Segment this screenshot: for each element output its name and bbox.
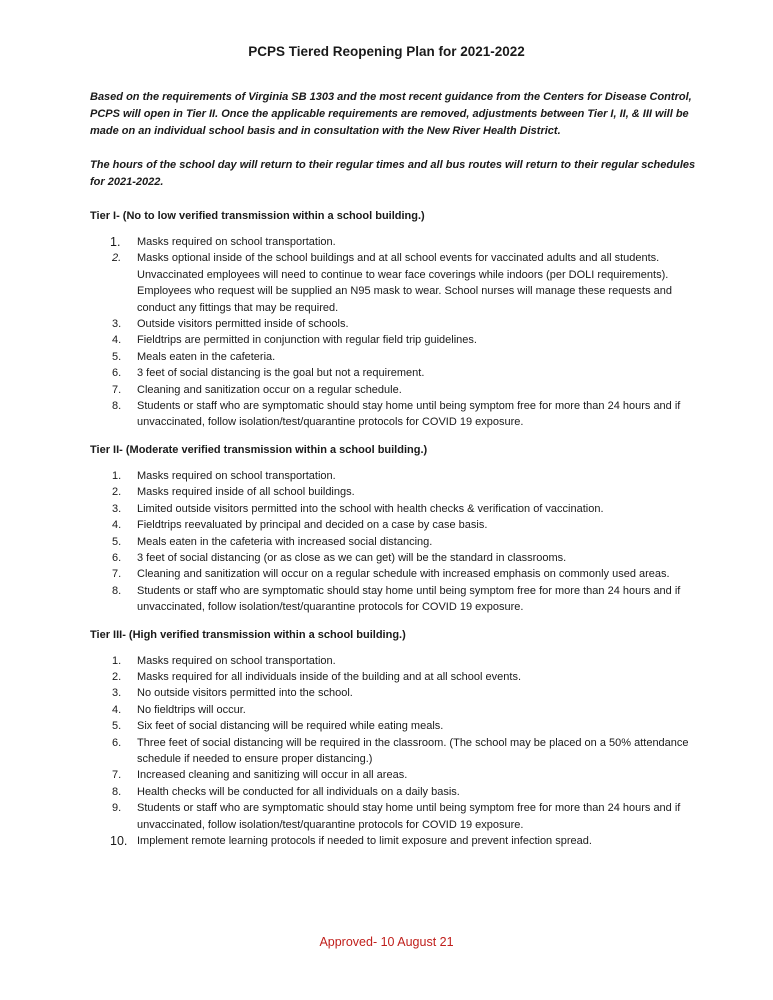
item-number: 1. (112, 654, 122, 667)
item-text: Masks required on school transportation. (137, 654, 336, 667)
item-number: 1. (110, 235, 121, 249)
list-item (90, 382, 710, 398)
intro-paragraph-1: Based on the requirements of Virginia SB 1303 and the most recent guidance from the Centers for Disease Control, PCPS will open in Tier II. Once the applicable requirements are removed, adjustments between Tier I, II, & III will be made on an individual school basis and in consultation with the New River Health District. (90, 91, 692, 137)
item-number: 5. (112, 535, 122, 548)
item-number: 6. (112, 551, 122, 564)
tier-2-list (90, 468, 710, 616)
list-item (90, 669, 710, 685)
item-text: No fieldtrips will occur. (137, 703, 246, 716)
list-item (90, 332, 710, 348)
tier-3-heading: Tier III- (High verified transmission within a school building.) (90, 628, 406, 641)
item-number: 6. (112, 736, 122, 749)
item-text: Masks optional inside of the school buildings and at all school events for vaccinated adults and all students. Unvaccinated employees will need to continue to wear face coverings while indoors (per DOLI requirements). Employees who request will be supplied an N95 mask to wear. School nurses will manage these requests and conduct any fittings that may be required. (137, 252, 673, 314)
document-page (90, 44, 710, 859)
tier-1-list (90, 234, 710, 431)
item-number: 8. (112, 584, 122, 597)
item-text: Three feet of social distancing will be required in the classroom. (The school may be placed on a 50% attendance schedule if needed to ensure proper distancing.) (137, 736, 689, 765)
list-item (90, 583, 710, 616)
item-number: 7. (112, 383, 122, 396)
tier-2-heading: Tier II- (Moderate verified transmission within a school building.) (90, 443, 428, 456)
list-item (90, 250, 710, 316)
list-item (90, 501, 710, 517)
list-item (90, 800, 710, 833)
item-text: Fieldtrips reevaluated by principal and decided on a case by case basis. (137, 519, 488, 532)
item-number: 9. (112, 802, 122, 815)
list-item (90, 484, 710, 500)
list-item (90, 833, 710, 849)
item-number: 1. (112, 469, 122, 482)
item-text: No outside visitors permitted into the school. (137, 687, 353, 700)
item-number: 10. (110, 834, 128, 848)
list-item (90, 349, 710, 365)
item-text: Masks required on school transportation. (137, 469, 336, 482)
intro-paragraph-2: The hours of the school day will return to their regular times and all bus routes will return to their regular schedules for 2021-2022. (90, 159, 696, 188)
list-item (90, 702, 710, 718)
item-text: Implement remote learning protocols if needed to limit exposure and prevent infection spread. (137, 835, 592, 847)
item-text: Limited outside visitors permitted into the school with health checks & verification of vaccination. (137, 502, 604, 515)
item-text: 3 feet of social distancing is the goal but not a requirement. (137, 367, 425, 380)
item-number: 5. (112, 720, 122, 733)
list-item (90, 566, 710, 582)
item-text: Meals eaten in the cafeteria. (137, 350, 276, 363)
item-number: 2. (112, 670, 122, 683)
item-text: 3 feet of social distancing (or as close as we can get) will be the standard in classrooms. (137, 551, 567, 564)
item-text: Six feet of social distancing will be required while eating meals. (137, 720, 444, 733)
item-text: Increased cleaning and sanitizing will occur in all areas. (137, 769, 408, 782)
item-number: 5. (112, 350, 122, 363)
item-number: 2. (112, 486, 122, 499)
item-text: Students or staff who are symptomatic should stay home until being symptom free for more than 24 hours and if unvaccinated, follow isolation/test/quarantine protocols for COVID 19 exposure. (137, 400, 681, 429)
item-number: 2. (112, 252, 122, 265)
item-number: 4. (112, 519, 122, 532)
item-text: Masks required inside of all school buildings. (137, 486, 355, 499)
list-item (90, 550, 710, 566)
tier-3-list (90, 653, 710, 850)
item-number: 4. (112, 703, 122, 716)
item-number: 8. (112, 400, 122, 413)
list-item (90, 685, 710, 701)
item-text: Fieldtrips are permitted in conjunction with regular field trip guidelines. (137, 334, 477, 347)
item-number: 3. (112, 318, 122, 331)
item-text: Cleaning and sanitization occur on a regular schedule. (137, 383, 402, 396)
item-text: Students or staff who are symptomatic should stay home until being symptom free for more than 24 hours and if unvaccinated, follow isolation/test/quarantine protocols for COVID 19 exposure. (137, 802, 681, 831)
item-number: 6. (112, 367, 122, 380)
list-item (90, 653, 710, 669)
list-item (90, 534, 710, 550)
item-text: Students or staff who are symptomatic should stay home until being symptom free for more than 24 hours and if unvaccinated, follow isolation/test/quarantine protocols for COVID 19 exposure. (137, 584, 681, 614)
item-number: 3. (112, 502, 122, 515)
list-item (90, 767, 710, 783)
list-item (90, 468, 710, 484)
item-text: Meals eaten in the cafeteria with increased social distancing. (137, 535, 433, 548)
item-text: Outside visitors permitted inside of schools. (137, 318, 349, 331)
item-number: 4. (112, 334, 122, 347)
item-number: 7. (112, 769, 122, 782)
item-number: 8. (112, 785, 122, 798)
list-item (90, 234, 710, 250)
item-text: Health checks will be conducted for all individuals on a daily basis. (137, 785, 460, 798)
item-text: Masks required for all individuals inside of the building and at all school events. (137, 670, 521, 683)
list-item (90, 517, 710, 533)
list-item (90, 735, 710, 768)
list-item (90, 316, 710, 332)
approval-note: Approved- 10 August 21 (319, 935, 454, 949)
tier-1-heading: Tier I- (No to low verified transmission within a school building.) (90, 210, 425, 222)
item-text: Cleaning and sanitization will occur on a regular schedule with increased emphasis on commonly used areas. (137, 568, 670, 581)
item-number: 3. (112, 687, 122, 700)
list-item (90, 784, 710, 800)
document-title: PCPS Tiered Reopening Plan for 2021-2022 (248, 44, 525, 59)
list-item (90, 365, 710, 381)
item-text: Masks required on school transportation. (137, 236, 336, 248)
list-item (90, 398, 710, 431)
list-item (90, 718, 710, 734)
item-number: 7. (112, 568, 122, 581)
